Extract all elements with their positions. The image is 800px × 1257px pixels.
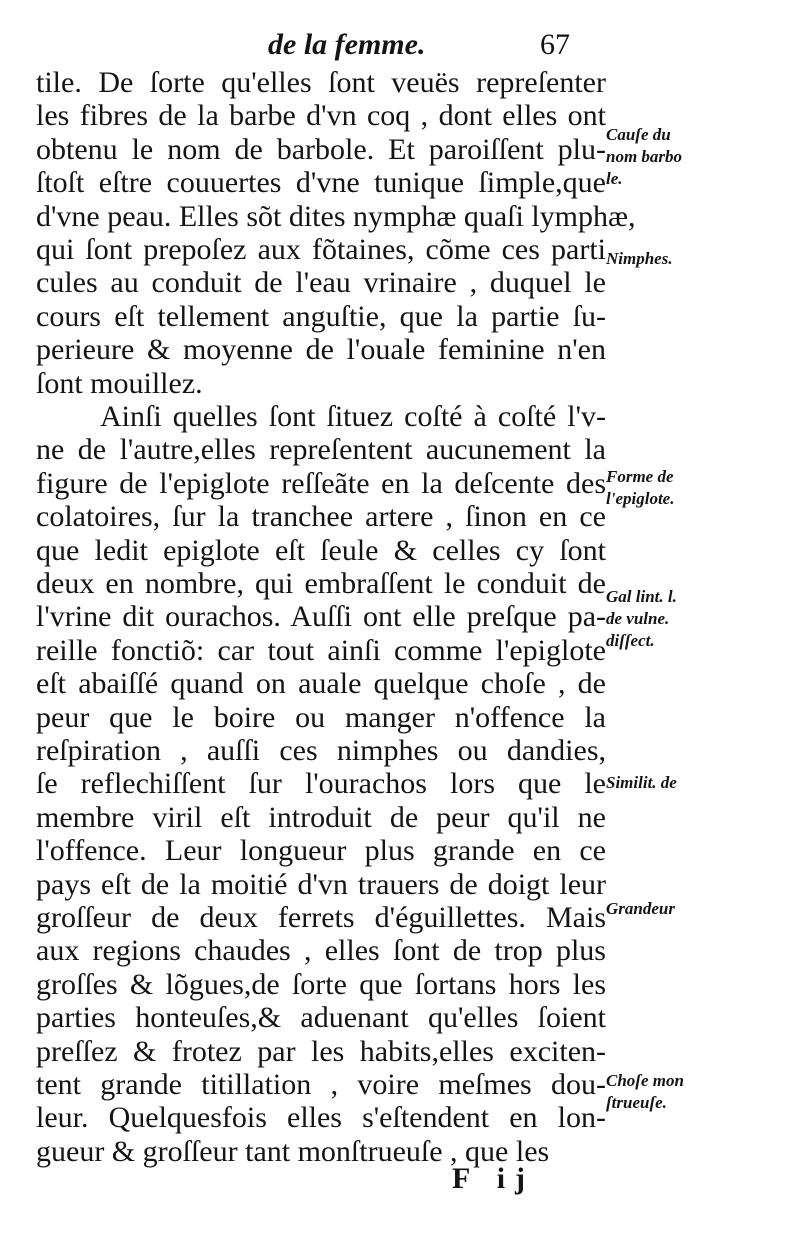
running-header-title: de la femme. <box>268 28 426 61</box>
text-line: reille fonctiõ: car tout ainſi comme l'epiglote <box>36 634 606 667</box>
margin-note-line: Similit. de <box>606 773 677 792</box>
margin-note-line: le. <box>606 169 623 188</box>
margin-note-line: Grandeur <box>606 899 675 918</box>
text-line: ſe reflechiſſent ſur l'ourachos lors que le <box>36 767 606 800</box>
text-line: d'vne peau. Elles sõt dites nymphæ quaſi lymphæ, <box>36 200 636 233</box>
margin-note-line: Gal lint. l. <box>606 587 677 606</box>
text-line: eſt abaiſſé quand on auale quelque choſe , de <box>36 667 606 700</box>
margin-note-line: Choſe mon <box>606 1071 684 1090</box>
text-line: gueur & groſſeur tant monſtrueuſe , que les <box>36 1135 550 1168</box>
text-line: figure de l'epiglote reſſeãte en la deſcente des <box>36 467 606 500</box>
text-line: Ainſi quelles ſont ſituez coſté à coſté l'v- <box>100 400 606 433</box>
text-line: que ledit epiglote eſt ſeule & celles cy ſont <box>36 534 606 567</box>
text-line: l'offence. Leur longueur plus grande en ce <box>36 834 606 867</box>
text-line: parties honteuſes,& aduenant qu'elles ſoient <box>36 1001 606 1034</box>
text-line: deux en nombre, qui embraſſent le conduit de <box>36 567 606 600</box>
text-line: groſſeur de deux ferrets d'éguillettes. Mais <box>36 901 606 934</box>
text-line: les fibres de la barbe d'vn coq , dont elles ont <box>36 99 606 132</box>
text-line: colatoires, ſur la tranchee artere , ſinon en ce <box>36 500 606 533</box>
margin-note <box>606 772 796 794</box>
text-line: obtenu le nom de barbole. Et paroiſſent plu- <box>36 133 606 166</box>
text-line: tent grande titillation , voire meſmes dou- <box>36 1068 606 1101</box>
margin-note-line: nom barbo <box>606 147 683 166</box>
margin-note-line: Nimphes. <box>606 249 673 268</box>
text-line: tile. De ſorte qu'elles ſont veuës repreſenter <box>36 66 606 99</box>
text-line: ſont mouillez. <box>36 367 203 400</box>
margin-note-line: ſtrueuſe. <box>606 1093 667 1112</box>
margin-note <box>606 466 796 510</box>
text-line: ſtoſt eſtre couuertes d'vne tunique ſimple,que <box>36 166 606 199</box>
page-number: 67 <box>540 28 570 61</box>
margin-note <box>606 898 796 920</box>
text-line: pays eſt de la moitié d'vn trauers de doigt leur <box>36 868 606 901</box>
text-line: preſſez & frotez par les habits,elles exciten- <box>36 1035 606 1068</box>
text-line: leur. Quelquesfois elles s'eſtendent en lon- <box>36 1101 606 1134</box>
text-line: aux regions chaudes , elles ſont de trop plus <box>36 934 606 967</box>
text-line: reſpiration , auſſi ces nimphes ou dandies, <box>36 734 606 767</box>
text-line: perieure & moyenne de l'ouale feminine n'en <box>36 333 606 366</box>
margin-note <box>606 248 796 270</box>
text-line: ne de l'autre,elles repreſentent aucunement la <box>36 433 606 466</box>
margin-note <box>606 1070 796 1114</box>
text-line: groſſes & lõgues,de ſorte que ſortans hors les <box>36 968 606 1001</box>
text-line: cules au conduit de l'eau vrinaire , duquel le <box>36 266 606 299</box>
margin-note <box>606 586 796 652</box>
text-line: l'vrine dit ourachos. Auſſi ont elle preſque pa- <box>36 600 606 633</box>
margin-note-line: Cauſe du <box>606 125 671 144</box>
text-line: cours eſt tellement anguſtie, que la partie ſu- <box>36 300 606 333</box>
margin-note-line: diſſect. <box>606 631 655 650</box>
margin-note-line: de vulne. <box>606 609 670 628</box>
text-line: qui ſont prepoſez aux fõtaines, cõme ces parti <box>36 233 606 266</box>
text-line: membre viril eſt introduit de peur qu'il ne <box>36 801 606 834</box>
margin-note <box>606 124 796 190</box>
text-line: peur que le boire ou manger n'offence la <box>36 701 606 734</box>
signature-mark: F ij <box>452 1162 536 1195</box>
margin-note-line: l'epiglote. <box>606 489 675 508</box>
margin-note-line: Forme de <box>606 467 674 486</box>
